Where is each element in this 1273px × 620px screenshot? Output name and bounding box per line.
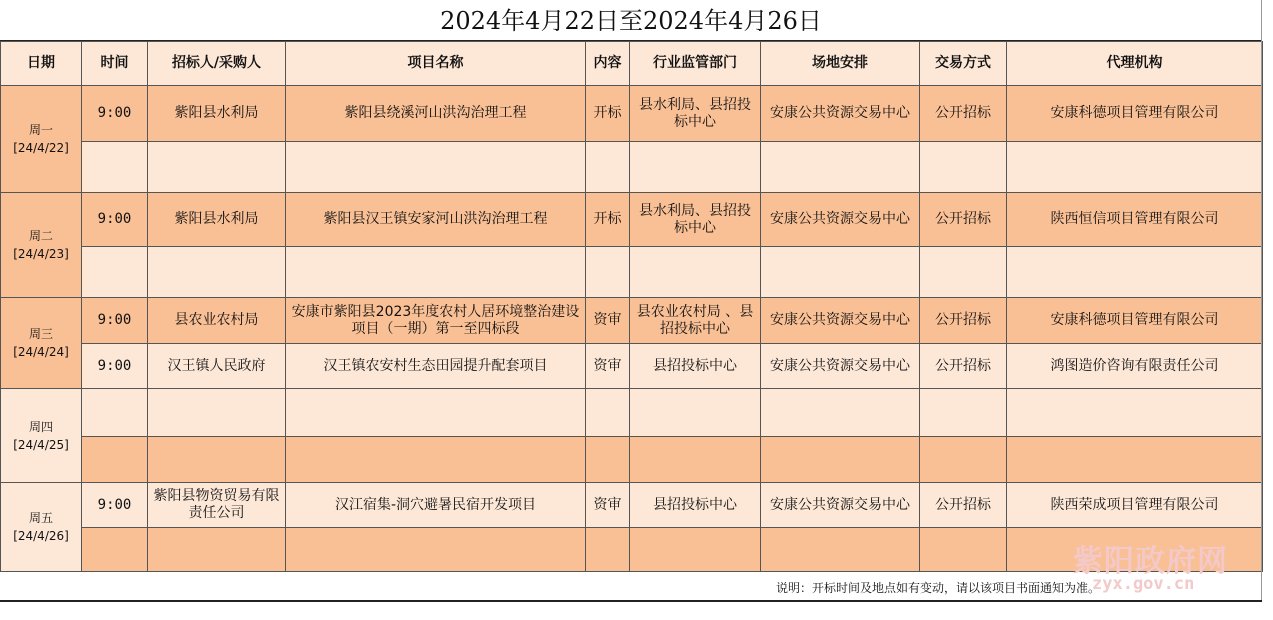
- watermark-logo: 紫阳政府网: [1073, 544, 1228, 579]
- table-row: [1, 298, 1263, 344]
- venue-cell: 安康公共资源交易中心: [761, 344, 920, 389]
- header-time: 时间: [82, 42, 148, 86]
- page-title: 2024年4月22日至2024年4月26日: [440, 7, 822, 35]
- dept-cell: 县水利局、县招投标中心: [630, 193, 761, 247]
- dept-cell: 县农业农村局 、县招投标中心: [630, 298, 761, 344]
- agency-cell: 鸿图造价咨询有限责任公司: [1007, 344, 1263, 389]
- time-cell: 9:00: [82, 193, 148, 247]
- project-cell: 汉江宿集-洞穴避暑民宿开发项目: [286, 483, 586, 528]
- agency-cell: 陕西荣成项目管理有限公司: [1007, 483, 1263, 528]
- project-cell: 安康市紫阳县2023年度农村人居环境整治建设项目（一期）第一至四标段: [286, 298, 586, 344]
- venue-cell: 安康公共资源交易中心: [761, 193, 920, 247]
- dept-cell: 县招投标中心: [630, 483, 761, 528]
- table-row-empty: [1, 142, 1263, 193]
- agency-cell: 陕西恒信项目管理有限公司: [1007, 193, 1263, 247]
- header-dept: 行业监管部门: [630, 42, 761, 86]
- tenderer-cell: 县农业农村局: [148, 298, 286, 344]
- content-cell: 资审: [586, 298, 630, 344]
- content-cell: 开标: [586, 86, 630, 142]
- venue-cell: 安康公共资源交易中心: [761, 86, 920, 142]
- table-row: [1, 193, 1263, 247]
- header-venue: 场地安排: [761, 42, 920, 86]
- agency-cell: 安康科德项目管理有限公司: [1007, 298, 1263, 344]
- method-cell: 公开招标: [920, 193, 1007, 247]
- table-row-empty: [1, 247, 1263, 298]
- date-cell-wed: 周三 [24/4/24]: [1, 298, 82, 389]
- venue-cell: 安康公共资源交易中心: [761, 298, 920, 344]
- dept-cell: 县招投标中心: [630, 344, 761, 389]
- tenderer-cell: 紫阳县水利局: [148, 86, 286, 142]
- time-cell: 9:00: [82, 298, 148, 344]
- project-cell: 紫阳县汉王镇安家河山洪沟治理工程: [286, 193, 586, 247]
- header-row: [1, 42, 1263, 86]
- content-cell: 资审: [586, 344, 630, 389]
- time-cell: 9:00: [82, 344, 148, 389]
- table-row: [1, 483, 1263, 528]
- agency-cell: 安康科德项目管理有限公司: [1007, 86, 1263, 142]
- date-cell-tue: 周二 [24/4/23]: [1, 193, 82, 298]
- footnote-text: 说明：开标时间及地点如有变动，请以该项目书面通知为准。: [776, 581, 1101, 595]
- date-cell-thu: 周四 [24/4/25]: [1, 389, 82, 483]
- schedule-table: [0, 41, 1263, 572]
- sheet-edge: [1261, 0, 1262, 600]
- date-cell-fri: 周五 [24/4/26]: [1, 483, 82, 572]
- header-tenderer: 招标人/采购人: [148, 42, 286, 86]
- project-cell: 汉王镇农安村生态田园提升配套项目: [286, 344, 586, 389]
- dept-cell: 县水利局、县招投标中心: [630, 86, 761, 142]
- content-cell: 资审: [586, 483, 630, 528]
- tenderer-cell: 紫阳县水利局: [148, 193, 286, 247]
- venue-cell: 安康公共资源交易中心: [761, 483, 920, 528]
- method-cell: 公开招标: [920, 86, 1007, 142]
- method-cell: 公开招标: [920, 298, 1007, 344]
- date-cell-mon: 周一 [24/4/22]: [1, 86, 82, 193]
- table-row: [1, 86, 1263, 142]
- time-cell: 9:00: [82, 86, 148, 142]
- method-cell: 公开招标: [920, 483, 1007, 528]
- header-date: 日期: [1, 42, 82, 86]
- tenderer-cell: 汉王镇人民政府: [148, 344, 286, 389]
- tenderer-cell: 紫阳县物资贸易有限责任公司: [148, 483, 286, 528]
- project-cell: 紫阳县绕溪河山洪沟治理工程: [286, 86, 586, 142]
- table-row-empty: [1, 389, 1263, 437]
- header-agency: 代理机构: [1007, 42, 1263, 86]
- header-method: 交易方式: [920, 42, 1007, 86]
- table-row-empty: [1, 437, 1263, 483]
- header-content: 内容: [586, 42, 630, 86]
- time-cell: 9:00: [82, 483, 148, 528]
- table-row: [1, 344, 1263, 389]
- header-project: 项目名称: [286, 42, 586, 86]
- method-cell: 公开招标: [920, 344, 1007, 389]
- watermark-url: zyx.gov.cn: [1092, 574, 1195, 594]
- content-cell: 开标: [586, 193, 630, 247]
